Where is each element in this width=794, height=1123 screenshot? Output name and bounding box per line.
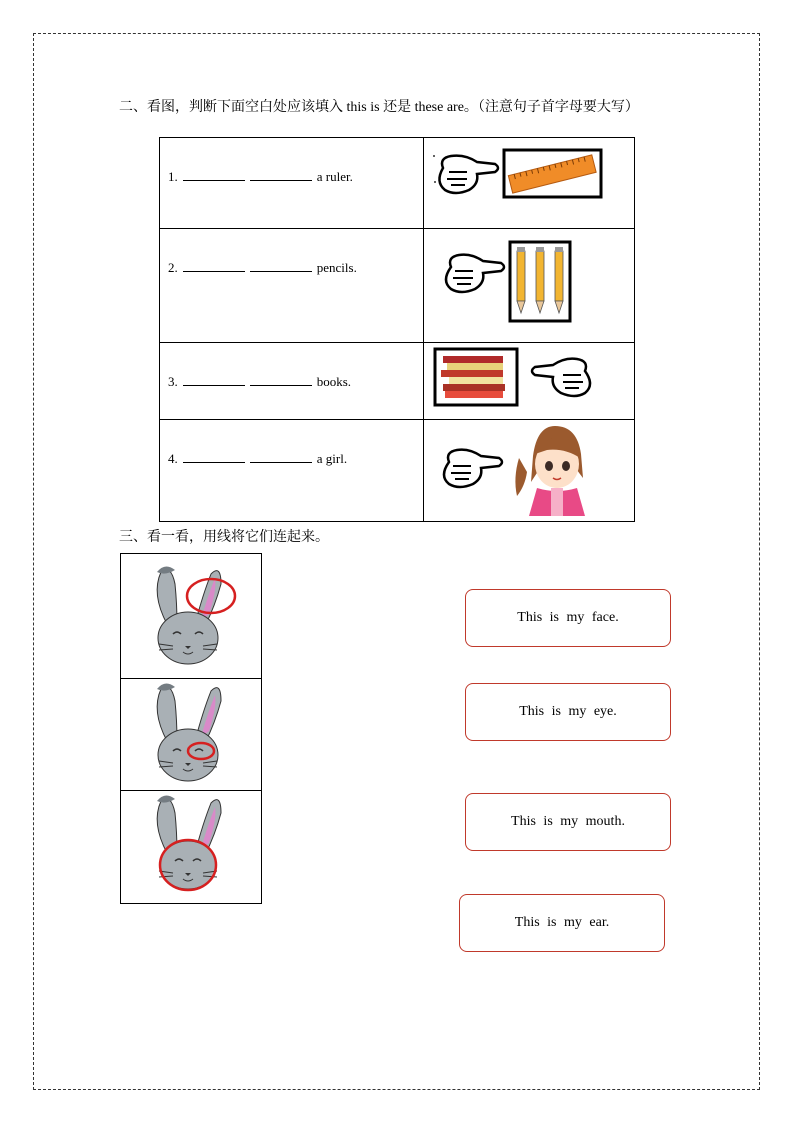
rabbit-icon bbox=[157, 683, 221, 781]
table-row bbox=[160, 138, 634, 228]
answer-blank[interactable] bbox=[250, 168, 312, 181]
answer-blank[interactable] bbox=[183, 168, 245, 181]
table-row bbox=[160, 419, 634, 521]
rabbit-cell[interactable] bbox=[121, 554, 261, 678]
pencils-icon bbox=[510, 242, 570, 321]
answer-blank[interactable] bbox=[183, 373, 245, 386]
hand-pointing-girl-picture bbox=[425, 420, 634, 520]
row-tail-text: books. bbox=[316, 374, 352, 389]
pointing-hand-icon bbox=[444, 450, 502, 487]
rabbit-eye-picture bbox=[121, 679, 261, 789]
row-sentence bbox=[168, 259, 357, 276]
sentence-box-ear[interactable]: This is my ear. bbox=[459, 894, 665, 952]
pointing-hand-icon bbox=[433, 155, 498, 193]
rabbit-icon bbox=[157, 566, 221, 664]
row-number: 4. bbox=[168, 451, 178, 466]
pointing-hand-icon bbox=[532, 359, 590, 396]
row-number: 3. bbox=[168, 374, 178, 389]
row-tail-text: a girl. bbox=[316, 451, 348, 466]
answer-blank[interactable] bbox=[250, 259, 312, 272]
books-hand-picture bbox=[425, 343, 634, 418]
pointing-hand-icon bbox=[446, 255, 504, 292]
pencil-icon bbox=[517, 247, 525, 313]
row-tail-text: pencils. bbox=[316, 260, 357, 275]
answer-blank[interactable] bbox=[183, 259, 245, 272]
section3-heading: 三、看一看，用线将它们连起来。 bbox=[119, 530, 329, 545]
ruler-icon bbox=[504, 150, 601, 197]
hand-pointing-ruler-picture bbox=[425, 138, 634, 226]
sentence-box-face[interactable]: This is my face. bbox=[465, 589, 671, 647]
answer-blank[interactable] bbox=[250, 450, 312, 463]
row-number: 2. bbox=[168, 260, 178, 275]
answer-blank[interactable] bbox=[250, 373, 312, 386]
row-number: 1. bbox=[168, 169, 178, 184]
rabbit-icon bbox=[157, 795, 221, 889]
sentence-box-mouth[interactable]: This is my mouth. bbox=[465, 793, 671, 851]
hand-pointing-pencils-picture bbox=[425, 229, 634, 341]
rabbit-table bbox=[120, 553, 262, 904]
pencil-icon bbox=[555, 247, 563, 313]
row-sentence bbox=[168, 373, 351, 390]
pencil-icon bbox=[536, 247, 544, 313]
sentence-box-eye[interactable]: This is my eye. bbox=[465, 683, 671, 741]
table-row bbox=[160, 228, 634, 342]
answer-blank[interactable] bbox=[183, 450, 245, 463]
rabbit-cell[interactable] bbox=[121, 790, 261, 903]
books-icon bbox=[435, 349, 517, 405]
row-sentence bbox=[168, 168, 353, 185]
girl-icon bbox=[515, 426, 585, 516]
rabbit-face-picture bbox=[121, 791, 261, 902]
row-sentence bbox=[168, 450, 347, 467]
rabbit-cell[interactable] bbox=[121, 678, 261, 790]
fill-in-table bbox=[159, 137, 635, 522]
row-tail-text: a ruler. bbox=[316, 169, 353, 184]
table-row bbox=[160, 342, 634, 419]
rabbit-ear-picture bbox=[121, 554, 261, 676]
section2-heading: 二、看图，判断下面空白处应该填入 this is 还是 these are。（注意句子首字母要大写） bbox=[119, 100, 639, 115]
